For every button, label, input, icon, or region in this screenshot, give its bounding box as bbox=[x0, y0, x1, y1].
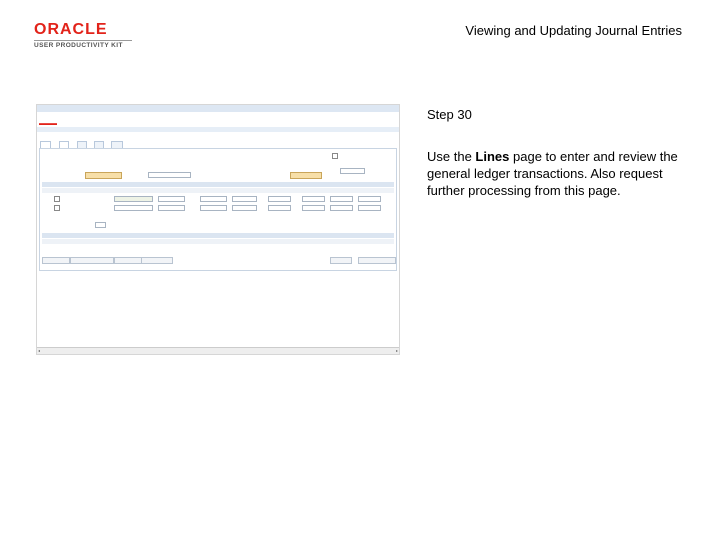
row-field bbox=[200, 196, 227, 202]
app-header-band bbox=[37, 127, 399, 132]
row-field bbox=[114, 205, 153, 211]
row-field bbox=[158, 196, 185, 202]
step-label: Step 30 bbox=[427, 107, 472, 122]
mini-checkbox bbox=[332, 153, 338, 159]
mini-oracle-logo: ▬▬▬ bbox=[39, 121, 57, 127]
row-field bbox=[114, 196, 153, 202]
mini-horizontal-scrollbar bbox=[37, 347, 399, 354]
mini-refresh-button bbox=[141, 257, 173, 264]
row-field bbox=[200, 205, 227, 211]
slide-title: Viewing and Updating Journal Entries bbox=[465, 23, 682, 38]
tab-header bbox=[40, 141, 51, 148]
mini-field bbox=[95, 222, 106, 228]
row-field bbox=[268, 205, 291, 211]
row-field bbox=[358, 196, 381, 202]
row-field bbox=[358, 205, 381, 211]
tab-totals bbox=[77, 141, 87, 148]
tab-errors bbox=[94, 141, 104, 148]
mini-update-button bbox=[358, 257, 396, 264]
tab-lines bbox=[59, 141, 69, 148]
desc-bold-lines: Lines bbox=[475, 149, 510, 164]
oracle-upk-logo bbox=[34, 22, 134, 49]
logo-rule bbox=[34, 40, 132, 41]
totals-grid-columns bbox=[42, 239, 394, 244]
row-field bbox=[302, 196, 325, 202]
step-description bbox=[427, 148, 692, 199]
mini-add-button bbox=[330, 257, 352, 264]
mini-field bbox=[340, 168, 365, 174]
browser-toolbar bbox=[37, 105, 399, 112]
row-field bbox=[232, 196, 257, 202]
mini-button-process bbox=[290, 172, 322, 179]
desc-part-1: Use the bbox=[427, 149, 476, 164]
totals-grid-header bbox=[42, 233, 394, 238]
lines-grid-header bbox=[42, 182, 394, 187]
row-field bbox=[232, 205, 257, 211]
tab-approval bbox=[111, 141, 123, 148]
row-field bbox=[330, 196, 353, 202]
row-field bbox=[302, 205, 325, 211]
desc-part-2: page to enter and review the general ledger transactions. Also request further processing from this page. bbox=[427, 149, 678, 198]
upk-wordmark: USER PRODUCTIVITY KIT bbox=[34, 42, 123, 49]
row-field bbox=[268, 196, 291, 202]
mini-button-highlighted bbox=[85, 172, 122, 179]
lines-panel bbox=[39, 148, 397, 271]
application-screenshot-thumbnail bbox=[36, 104, 400, 355]
scroll-right-icon: ▸ bbox=[395, 348, 398, 353]
lines-grid-columns bbox=[42, 188, 394, 193]
mini-field bbox=[148, 172, 191, 178]
row-field bbox=[158, 205, 185, 211]
row-field bbox=[330, 205, 353, 211]
row-checkbox bbox=[54, 205, 60, 211]
oracle-wordmark: ORACLE bbox=[34, 21, 108, 38]
row-checkbox bbox=[54, 196, 60, 202]
mini-return-button bbox=[70, 257, 114, 264]
scroll-left-icon: ◂ bbox=[38, 348, 41, 353]
mini-save-button bbox=[42, 257, 70, 264]
mini-notify-button bbox=[114, 257, 142, 264]
